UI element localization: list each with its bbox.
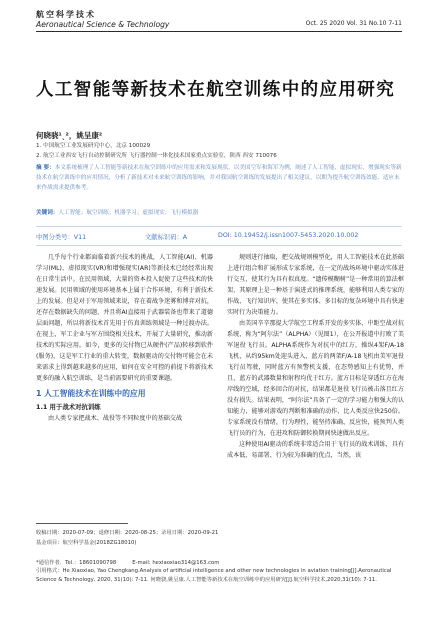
section-paragraph: 由人类专家把战术、战役等不同粒度中的基础交战 xyxy=(48,415,183,422)
journal-name-cn: 航空科学技术 xyxy=(36,10,96,19)
keywords xyxy=(36,208,404,216)
journal-name-en: Aeronautical Science & Technology xyxy=(36,20,170,29)
issue-info: Oct. 25 2020 Vol. 31 No.10 7-11 xyxy=(305,20,402,27)
keywords-text: 人工智能；航空训练；机器学习；虚拟现实；飞行模拟器 xyxy=(58,210,199,216)
keywords-label: 关键词： xyxy=(36,210,59,216)
abstract xyxy=(36,163,404,193)
author-email: E-mail: hexiaoxiao314@163.com xyxy=(132,560,220,566)
author-tel: *通信作者．Tel.：18601090798 xyxy=(36,560,117,566)
fund-info: 基金项目：航空科学基金(2018ZG18010) xyxy=(36,540,137,546)
footnote-rule xyxy=(36,523,128,524)
doi: DOI: 10.19452/j.issn1007-5453.2020.10.002 xyxy=(218,232,359,239)
document-code: 文献标识码：A xyxy=(145,234,188,241)
right-paragraph-1: 规则进行抽取，把交战规则模型化，用人工智能技术在此基础上进行组合和扩展形成专家系统，在一定的战场环境中驱动实体进行交互，使其行为具有拟真度。“遗传模糊树”是一种常用的算法框架，其原理上是一种基于演进式的推理系统，能够利用人类专家的作战、飞行知识库，使其在多实体、多目标的复杂环境中具有快速实时行为决策能力。 xyxy=(227,254,404,316)
received-dates: 收稿日期：2020-07-09；退修日期：2020-08-25；录用日期：2020-09-21 xyxy=(36,530,219,536)
right-paragraph-3: 这种使用AI驱动的系统非常适合用于飞行员的战术训练，具有成本低、易部署、行为较为准确的优点，当然，该 xyxy=(227,441,404,459)
right-column xyxy=(227,252,404,461)
right-paragraph-2: 由美国辛辛那提大学航空工程系开发的多实体、中距空战对抗系统，称为“阿尔法”（ALPHA）（见图1），在公开报道中打败了美军退役飞行员。ALPHA系统作为对抗中的红方，操纵4架F/A-18飞机，从约95km处迎头进入，蓝方的两架F/A-18飞机由美军退役飞行员驾驶，同时蓝方有预警机支援，在态势感知上有优势，并且，蓝方的武器数量和射程均优于红方。蓝方目标是穿透红方在海岸线的空域，经多回合的对抗，结果都是退役飞行员被击落且红方没有损失。结果表明，“阿尔法”具备了一定的学习能力和强大的认知能力，能够对游戏的判断和准确的动作，比人类反应快250倍。专家系统没有情绪，行为理性，能坚持准确、反应快，能预判人类飞行员的行为，在进攻和防御转换期间快速做出反应。 xyxy=(227,320,404,437)
paper-title: 人工智能等新技术在航空训练中的应用研究 xyxy=(36,80,396,100)
abstract-label: 摘 要： xyxy=(36,165,55,171)
clc-number: 中图分类号：V11 xyxy=(36,234,87,241)
affiliation-2: 2. 航空工业西安飞行自动控制研究所 飞行器控制一体化技术国家重点实验室，陕西 西安 710076 xyxy=(36,153,277,159)
contact-info xyxy=(36,558,219,566)
subsection-heading: 1.1 用于战术对抗训练 xyxy=(36,403,101,411)
abstract-text: 本文系统梳理了人工智能等新技术在航空训练中的应用需求和发展现状，以美国空军和海军为例，阐述了人工智能、虚拟现实、增强现实等新技术在航空训练中的应用情况，分析了新技术对未来航空训练的影响，并对我国航空训练的发展提出了相关建议，以期为提升航空训练效能、适应未来作战需求提供参考。 xyxy=(36,165,402,191)
header-rule xyxy=(36,31,402,32)
section-heading: 1 人工智能技术在训练中的应用 xyxy=(36,389,146,398)
meta-divider-top xyxy=(36,226,402,227)
citation-format: 引用格式：He Xiaoxiao, Yao Chengkang.Analysis of artificial intelligence and other new technologies in aviation training[J].Aeronautical Science & Technology, 2020, 31(10): 7-11. 何晓骁,姚呈康.人工智能等新技术在航空训练中的应用研究[J].航空科学技术,2020,31(10): 7-11. xyxy=(36,568,392,583)
affiliation-1: 1. 中国航空工业发展研究中心，北京 100029 xyxy=(36,143,151,149)
author-line: 何晓骁¹ˎ²，姚呈康² xyxy=(36,131,103,140)
meta-divider-bottom xyxy=(36,245,402,246)
intro-paragraph: 几乎每个行业都面临着新兴技术的挑战，人工智能(AI)、机器学习(ML)、虚拟现实(VR)和增强现实(AR)等新技术已经经常出现在日常生活中。在民用领域，大量的资本投入促使了这些技术的快速发展。民用领域的使用环境基本上属于合作环境，有利于新技术上的发展。但是对于军用领域来说，存在着战争迷雾和博弈对抗，还存在数据缺失的问题，并且将AI直接用于武器装备也带来了道德层面问题，所以将新技术首先用于仿真训练领域是一种过渡办法。在视上，军工企业与军方围绕相关技术，开展了大量研究，推动新技术的实际应用。如今，更多的交付物已从硬件(产品)转移到软件(服务)，这是军工行业的重大转变，数据驱动的交付物可能会在未来需求上得到越来越多的应用，如何在安全可控的前提下将新技术更多的融入航空训练，是当前需要研究的重要课题。 xyxy=(36,254,213,382)
